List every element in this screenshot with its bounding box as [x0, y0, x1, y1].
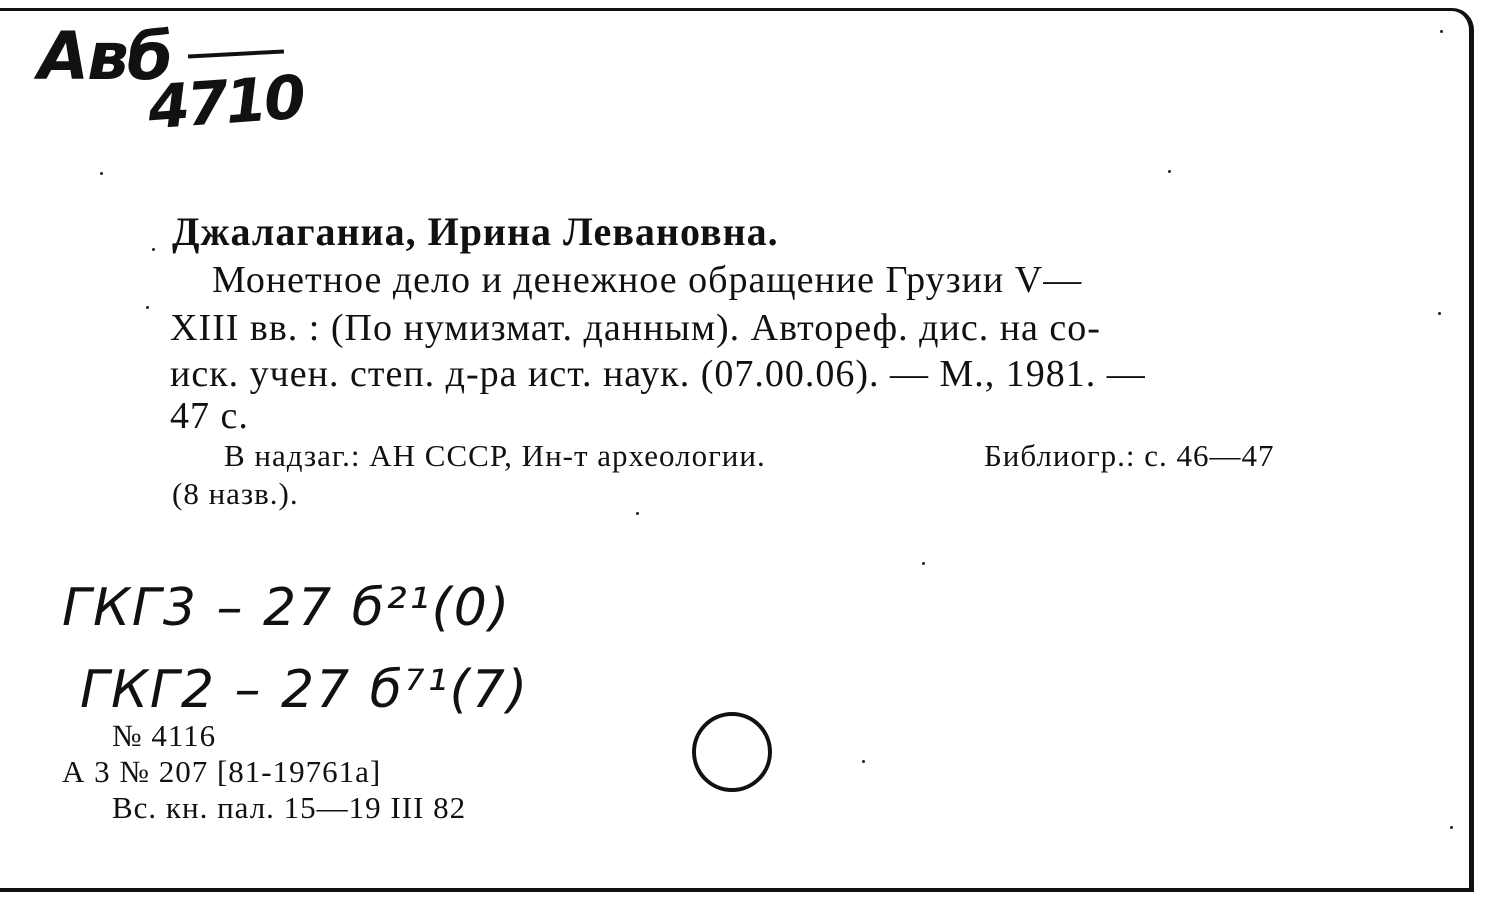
speck [636, 512, 639, 515]
description-line: 47 с. [170, 395, 249, 437]
handwritten-shelfmark-prefix: Авб [38, 18, 171, 95]
registration-series: А 3 № 207 [81-19761а] [62, 754, 382, 789]
description-line: Монетное дело и денежное обращение Грузии V— [212, 259, 1083, 301]
note-bibliography-count: (8 назв.). [172, 476, 299, 511]
speck [100, 172, 103, 175]
description-line: иск. учен. степ. д-ра ист. наук. (07.00.06). — М., 1981. — [170, 353, 1146, 395]
speck [1450, 826, 1453, 829]
speck [146, 306, 149, 309]
registration-number: № 4116 [112, 718, 217, 753]
handwritten-classification-code: ГКГ2 – 27 б⁷¹(7) [80, 660, 530, 720]
note-bibliography: Библиогр.: с. 46—47 [984, 438, 1275, 473]
author-heading: Джалаганиа, Ирина Левановна. [172, 209, 779, 254]
speck [1438, 312, 1441, 315]
speck [922, 562, 925, 565]
punch-hole-circle [692, 712, 772, 792]
handwritten-shelfmark-number: 4710 [145, 62, 306, 144]
speck [862, 760, 865, 763]
note-header: В надзаг.: АН СССР, Ин-т археологии. [224, 438, 766, 473]
book-chamber-stamp: Вс. кн. пал. 15—19 III 82 [112, 790, 467, 825]
speck [1168, 170, 1171, 173]
speck [1440, 30, 1443, 33]
speck [152, 248, 155, 251]
handwritten-classification-code: ГКГ3 – 27 б²¹(0) [62, 578, 512, 638]
description-line: XIII вв. : (По нумизмат. данным). Автореф. дис. на со- [170, 307, 1101, 349]
